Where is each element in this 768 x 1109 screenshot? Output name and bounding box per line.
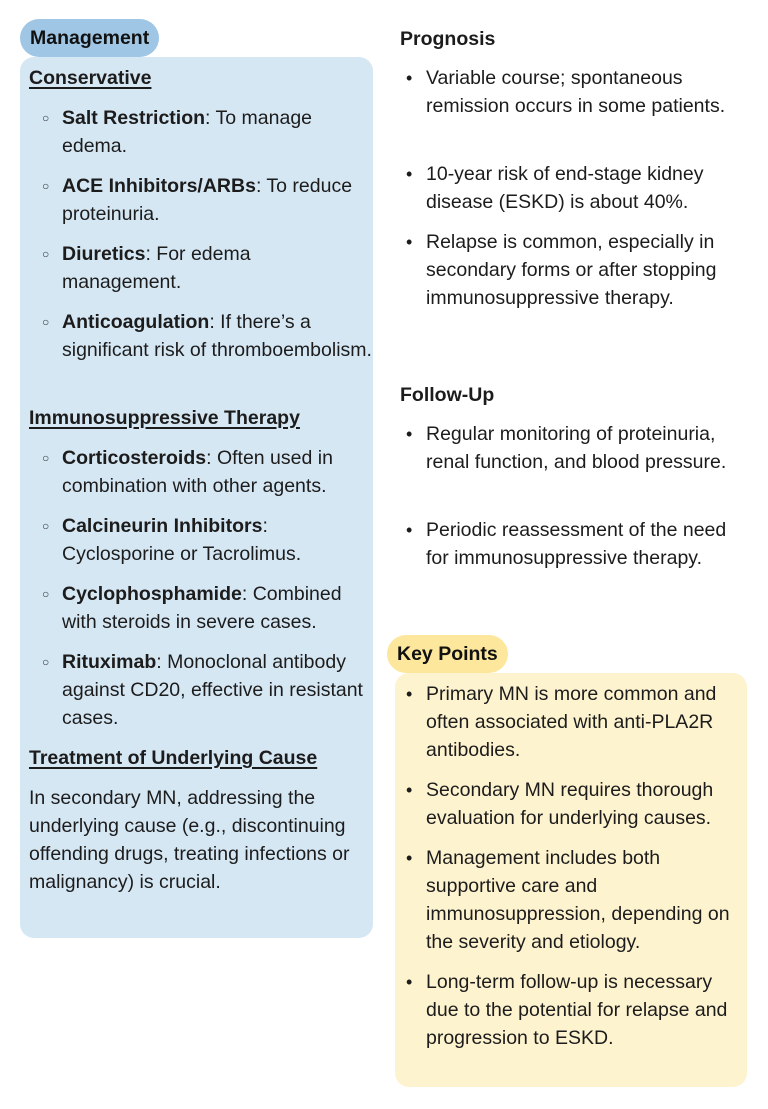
immuno-item: ○ Rituximab: Monoclonal antibody against CD20, effective in resistant cases. — [62, 648, 372, 732]
hollow-bullet-icon: ○ — [42, 179, 50, 193]
followup-title: Follow-Up — [400, 384, 495, 406]
key-points-title: Key Points — [387, 635, 508, 673]
conservative-item: ○ ACE Inhibitors/ARBs: To reduce proteinuria. — [62, 172, 372, 228]
conservative-heading: Conservative — [29, 67, 152, 89]
hollow-bullet-icon: ○ — [42, 655, 50, 669]
immuno-item: ○ Calcineurin Inhibitors: Cyclosporine or Tacrolimus. — [62, 512, 372, 568]
hollow-bullet-icon: ○ — [42, 247, 50, 261]
key-point-item: • Secondary MN requires thorough evaluation for underlying causes. — [426, 776, 744, 832]
hollow-bullet-icon: ○ — [42, 587, 50, 601]
key-point-item: • Primary MN is more common and often associated with anti-PLA2R antibodies. — [426, 680, 744, 764]
immuno-item: ○ Corticosteroids: Often used in combination with other agents. — [62, 444, 372, 500]
bullet-icon: • — [406, 848, 413, 868]
hollow-bullet-icon: ○ — [42, 519, 50, 533]
bullet-icon: • — [406, 232, 413, 252]
hollow-bullet-icon: ○ — [42, 315, 50, 329]
hollow-bullet-icon: ○ — [42, 451, 50, 465]
key-point-item: • Long-term follow-up is necessary due to the potential for relapse and progression to ESKD. — [426, 968, 744, 1052]
followup-item: • Periodic reassessment of the need for immunosuppressive therapy. — [426, 516, 744, 572]
immunosuppressive-heading: Immunosuppressive Therapy — [29, 407, 300, 429]
conservative-item: ○ Diuretics: For edema management. — [62, 240, 372, 296]
underlying-cause-text: In secondary MN, addressing the underlying cause (e.g., discontinuing offending drugs, treating infections or malignancy) is crucial. — [29, 787, 350, 893]
conservative-item: ○ Salt Restriction: To manage edema. — [62, 104, 372, 160]
bullet-icon: • — [406, 520, 413, 540]
immuno-item: ○ Cyclophosphamide: Combined with steroids in severe cases. — [62, 580, 372, 636]
bullet-icon: • — [406, 684, 413, 704]
key-point-item: • Management includes both supportive care and immunosuppression, depending on the severity and etiology. — [426, 844, 744, 956]
hollow-bullet-icon: ○ — [42, 111, 50, 125]
bullet-icon: • — [406, 972, 413, 992]
prognosis-item: • 10-year risk of end-stage kidney disease (ESKD) is about 40%. — [426, 160, 744, 216]
bullet-icon: • — [406, 780, 413, 800]
management-title: Management — [20, 19, 159, 57]
prognosis-item: • Relapse is common, especially in secondary forms or after stopping immunosuppressive therapy. — [426, 228, 744, 312]
prognosis-item: • Variable course; spontaneous remission occurs in some patients. — [426, 64, 744, 120]
conservative-item: ○ Anticoagulation: If there’s a significant risk of thromboembolism. — [62, 308, 372, 364]
followup-item: • Regular monitoring of proteinuria, renal function, and blood pressure. — [426, 420, 744, 476]
prognosis-title: Prognosis — [400, 28, 496, 50]
bullet-icon: • — [406, 164, 413, 184]
underlying-cause-heading: Treatment of Underlying Cause — [29, 747, 318, 769]
bullet-icon: • — [406, 424, 413, 444]
bullet-icon: • — [406, 68, 413, 88]
